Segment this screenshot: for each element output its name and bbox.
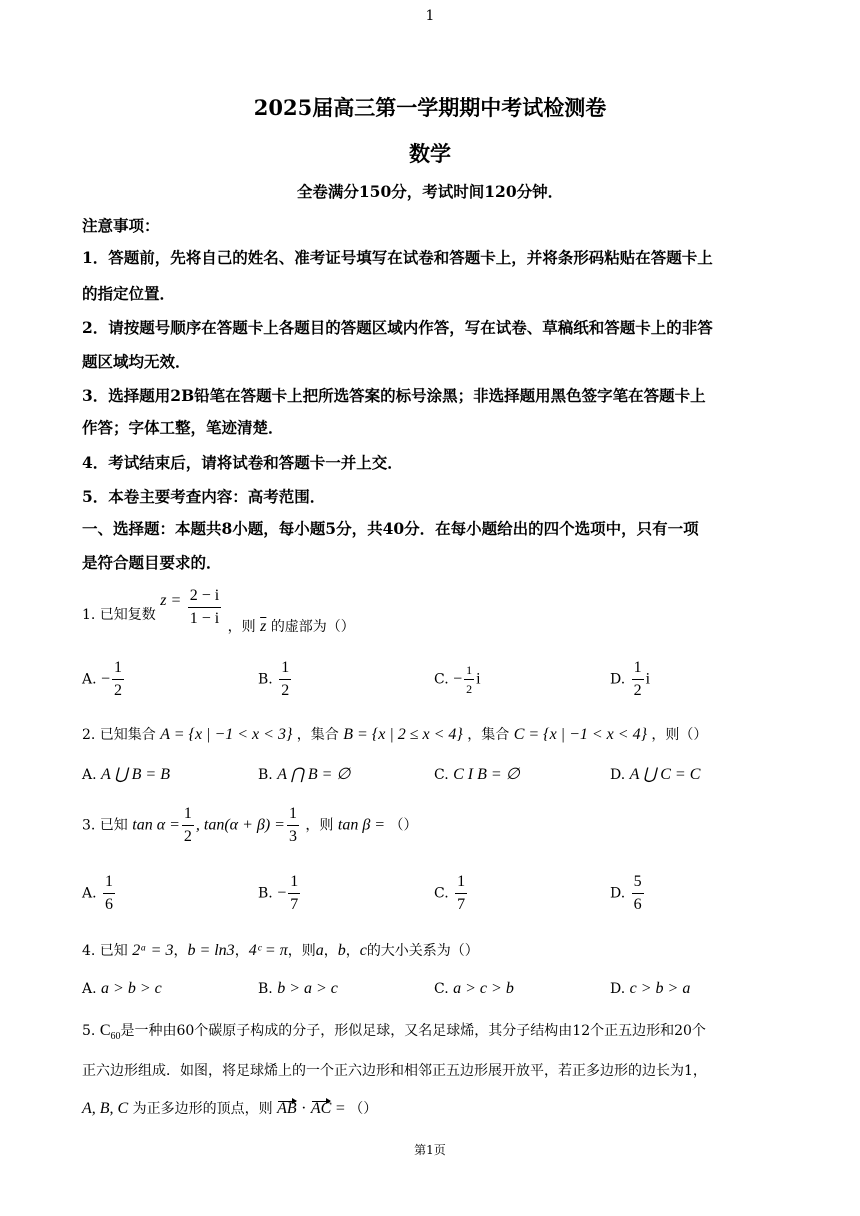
option-fraction (632, 874, 644, 913)
q4-prefix: 4. 已知 (82, 943, 128, 959)
question-5-line-3 (82, 1098, 377, 1118)
note-line: 2．请按题号顺序在答题卡上各题目的答题区域内作答，写在试卷、草稿纸和答题卡上的非答 (82, 318, 713, 337)
q5-vector-ac: AC (310, 1100, 332, 1117)
q4-option-c[interactable] (434, 980, 514, 998)
q3-denominator-2: 3 (288, 828, 297, 845)
note-line: 4．考试结束后，请将试卷和答题卡一并上交． (82, 453, 403, 472)
option-fraction (103, 874, 115, 913)
score-info: 全卷满分150分，考试时间120分钟． (296, 182, 564, 201)
q3-option-c[interactable] (434, 874, 469, 913)
section-heading: 是符合题目要求的． (82, 553, 222, 572)
q4-var-a: a (315, 942, 324, 959)
q1-numerator: 2 − i (188, 588, 221, 608)
q1-z-eq: z = (160, 592, 182, 609)
question-4 (82, 940, 479, 960)
q1-prefix: 1. 已知复数 (82, 607, 156, 623)
q5-c60 (99, 1022, 121, 1043)
option-label: D. (610, 885, 626, 902)
q3-option-a[interactable] (82, 874, 117, 913)
q2-set-c: C = {x | −1 < x < 4} (513, 726, 647, 743)
q3-numerator-1: 1 (182, 806, 194, 826)
option-denominator: 7 (457, 896, 466, 913)
q3-denominator-1: 2 (183, 828, 192, 845)
q3-option-d[interactable] (610, 874, 646, 913)
q2-mid2: ，集合 (467, 727, 510, 743)
q4-option-a[interactable] (82, 980, 162, 998)
question-5-line-1 (82, 1020, 706, 1042)
option-label: D. (610, 671, 626, 688)
q4-expr-b: b = ln3 (187, 942, 235, 959)
q1-zbar: $\overline{z}$ (260, 618, 267, 635)
option-denominator: 2 (466, 682, 473, 696)
q3-fraction-1 (182, 806, 194, 845)
option-label: A. (82, 767, 97, 783)
note-line: 1．答题前，先将自己的姓名、准考证号填写在试卷和答题卡上，并将条形码粘贴在答题卡上 (82, 248, 713, 267)
option-sign: − (453, 670, 463, 688)
option-numerator: 1 (288, 874, 300, 894)
option-denominator: 6 (633, 896, 642, 913)
section-heading: 一、选择题：本题共8小题，每小题5分，共40分．在每小题给出的四个选项中，只有一项 (82, 519, 699, 538)
option-label: C. (434, 981, 449, 997)
q1-mid: ，则 (227, 619, 256, 635)
q1-suffix: 的虚部为（） (270, 619, 355, 635)
q1-option-a[interactable] (82, 660, 126, 699)
q4-sep: ， (173, 943, 188, 959)
option-fraction (464, 664, 474, 695)
q2-option-d[interactable] (610, 764, 700, 784)
q2-option-b[interactable] (258, 764, 350, 784)
exam-title: 2025届高三第一学期期中考试检测卷 (253, 95, 607, 120)
option-text: A ⋃ C = C (629, 766, 701, 783)
exam-subject: 数学 (409, 141, 451, 166)
q4-option-d[interactable] (610, 980, 690, 998)
option-label: D. (610, 767, 626, 783)
option-suffix: i (476, 670, 481, 688)
option-text: C I B = ∅ (453, 766, 520, 783)
q5-text-3: 为正多边形的顶点，则 (132, 1101, 273, 1117)
q1-denominator: 1 − i (189, 610, 220, 627)
option-text: A ⋂ B = ∅ (277, 766, 351, 783)
question-1 (82, 588, 355, 636)
option-label: B. (258, 885, 273, 902)
option-label: A. (82, 885, 97, 902)
notes-heading: 注意事项： (82, 216, 160, 235)
q4-sep: ， (323, 943, 338, 959)
option-numerator: 1 (103, 874, 115, 894)
q3-tan-alpha-beta: , tan(α + β) = (195, 816, 285, 834)
q4-expr-a: 2ᵃ = 3 (132, 942, 174, 959)
q4-mid: ，则 (287, 943, 316, 959)
question-2 (82, 724, 707, 744)
note-line: 题区域均无效． (82, 352, 191, 371)
q4-option-b[interactable] (258, 980, 338, 998)
option-label: A. (82, 981, 97, 997)
option-text: b > a > c (277, 980, 338, 997)
q1-option-d[interactable] (610, 660, 650, 699)
option-sign: − (101, 670, 111, 688)
option-suffix: i (645, 670, 651, 688)
option-numerator: 1 (464, 664, 474, 680)
q5-points: A, B, C (82, 1100, 129, 1117)
q2-set-a: A = {x | −1 < x < 3} (160, 726, 293, 743)
q3-tan-alpha: tan α = (132, 816, 180, 834)
option-numerator: 1 (632, 660, 644, 680)
q3-tan-beta: tan β = (337, 816, 386, 834)
option-fraction (279, 660, 291, 699)
q1-option-c[interactable] (434, 664, 481, 695)
q2-mid1: ，集合 (296, 727, 339, 743)
option-numerator: 1 (455, 874, 467, 894)
q3-numerator-2: 1 (287, 806, 299, 826)
q2-prefix: 2. 已知集合 (82, 727, 156, 743)
note-line: 的指定位置． (82, 284, 176, 303)
q3-option-b[interactable] (258, 874, 302, 913)
option-denominator: 2 (281, 682, 290, 699)
option-label: C. (434, 671, 449, 688)
q5-c60-sub: 60 (110, 1031, 121, 1043)
q5-c60-base: C (99, 1022, 111, 1039)
q4-suffix: 的大小关系为（） (366, 943, 479, 959)
q4-expr-c: 4ᶜ = π (248, 942, 288, 959)
option-fraction (288, 874, 300, 913)
q5-number: 5. (82, 1023, 96, 1039)
q2-option-a[interactable] (82, 764, 170, 784)
q5-suffix: （） (349, 1101, 378, 1117)
option-numerator: 1 (279, 660, 291, 680)
q2-suffix: ，则（） (651, 727, 708, 743)
option-text: a > c > b (453, 980, 514, 997)
q4-var-b: b (337, 942, 346, 959)
question-5-line-2: 正六边形组成．如图，将足球烯上的一个正六边形和相邻正五边形展开放平，若正多边形的边长为1， (82, 1063, 707, 1079)
q5-vector-ab: AB (277, 1100, 297, 1117)
option-label: B. (258, 767, 273, 783)
option-fraction (632, 660, 644, 699)
q3-mid: ，则 (305, 817, 334, 834)
q3-suffix: （） (389, 817, 418, 834)
q3-fraction-2 (287, 806, 299, 845)
q1-option-b[interactable] (258, 660, 293, 699)
option-label: C. (434, 767, 449, 783)
option-label: C. (434, 885, 449, 902)
option-text: a > b > c (101, 980, 162, 997)
page-footer: 第1页 (414, 1143, 446, 1157)
option-fraction (455, 874, 467, 913)
option-denominator: 6 (105, 896, 114, 913)
option-denominator: 7 (290, 896, 299, 913)
note-line: 5．本卷主要考查内容：高考范围． (82, 487, 326, 506)
q5-equals: = (335, 1100, 345, 1117)
q2-option-c[interactable] (434, 764, 520, 784)
q4-sep: ， (345, 943, 360, 959)
option-label: B. (258, 671, 273, 688)
q4-sep: ， (234, 943, 249, 959)
option-text: A ⋃ B = B (101, 766, 170, 783)
option-label: B. (258, 981, 273, 997)
q3-prefix: 3. 已知 (82, 817, 128, 834)
question-3 (82, 806, 418, 845)
option-numerator: 5 (632, 874, 644, 894)
option-text: c > b > a (629, 980, 691, 997)
option-numerator: 1 (112, 660, 124, 680)
note-line: 3．选择题用2B铅笔在答题卡上把所选答案的标号涂黑；非选择题用黑色签字笔在答题卡上 (82, 386, 706, 405)
q5-text-1: 是一种由60个碳原子构成的分子，形似足球，又名足球烯，其分子结构由12个正五边形和20个 (120, 1023, 706, 1039)
option-fraction (112, 660, 124, 699)
q2-set-b: B = {x | 2 ≤ x < 4} (343, 726, 463, 743)
q1-fraction (188, 588, 221, 627)
option-sign: − (277, 884, 287, 902)
q5-dot: · (301, 1100, 307, 1117)
q4-var-c: c (359, 942, 367, 959)
option-denominator: 2 (633, 682, 642, 699)
page-number-top: 1 (425, 8, 435, 24)
option-denominator: 2 (114, 682, 123, 699)
note-line: 作答；字体工整，笔迹清楚． (82, 418, 284, 437)
option-label: D. (610, 981, 626, 997)
option-label: A. (82, 671, 97, 688)
